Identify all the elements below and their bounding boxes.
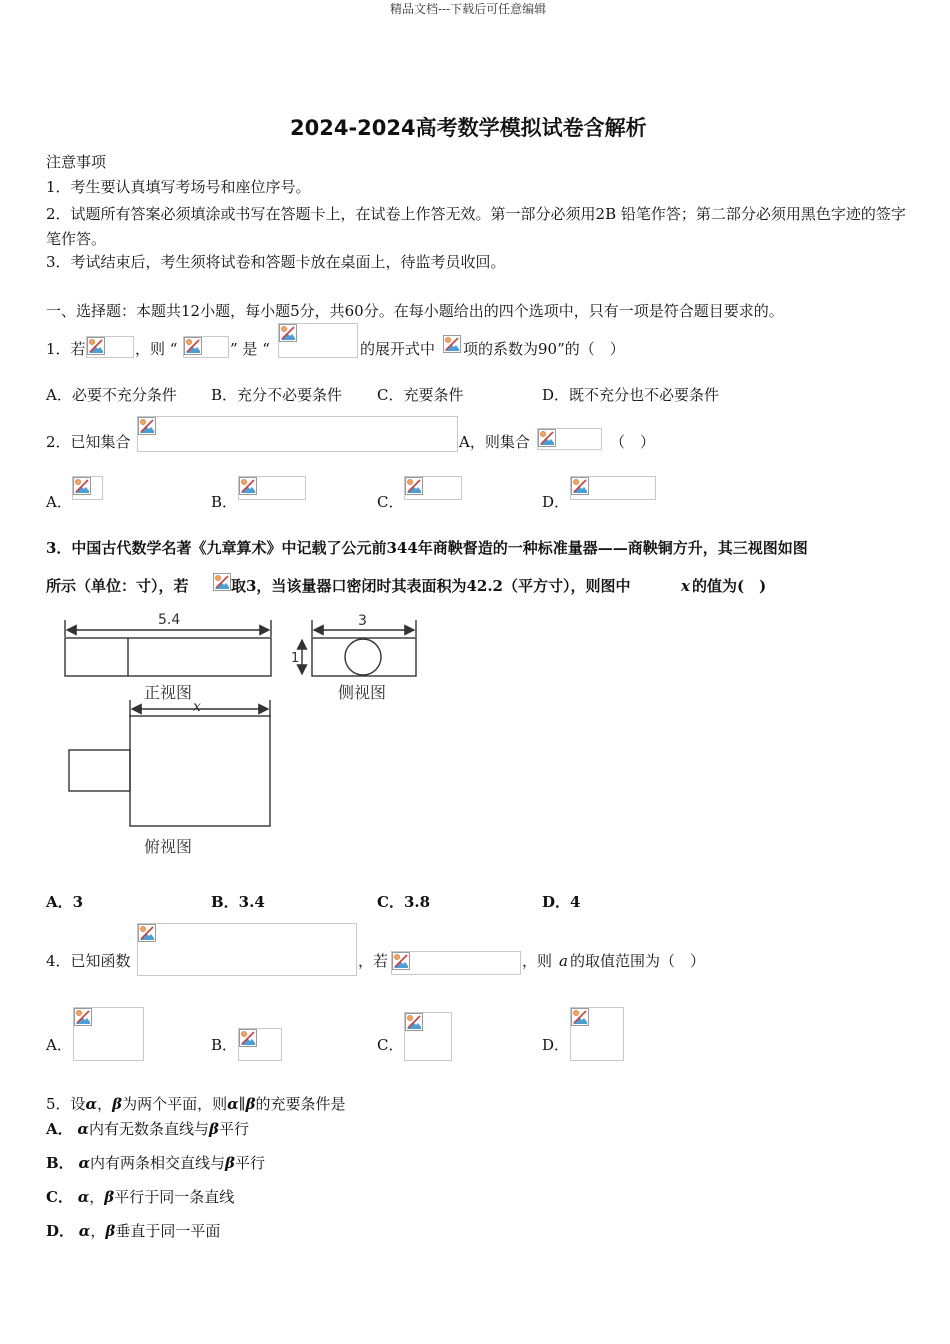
- broken-image-icon: [279, 324, 297, 342]
- q2-formula-image-2: [537, 428, 602, 450]
- q5-stem-part-1: 5．设: [46, 1095, 86, 1113]
- q4-text-2: ，若: [358, 952, 389, 970]
- q5-option-a-text-2: 平行: [218, 1120, 249, 1138]
- three-view-diagram: [40, 605, 440, 865]
- beta-symbol: β: [112, 1095, 123, 1113]
- broken-image-icon: [239, 1029, 257, 1047]
- broken-image-icon: [213, 573, 231, 591]
- q5-option-d-label: D．: [46, 1222, 75, 1240]
- q4-option-c-label: C．: [377, 1036, 404, 1054]
- broken-image-icon: [138, 417, 156, 435]
- q5-option-a: [46, 1119, 249, 1139]
- q2-text-3: （ ）: [610, 433, 656, 451]
- alpha-symbol: α: [77, 1188, 90, 1206]
- q5-option-c: [46, 1187, 234, 1207]
- q4-var-a: a: [559, 952, 568, 970]
- q3-option-d: D．4: [542, 893, 581, 911]
- beta-symbol: β: [104, 1188, 115, 1206]
- alpha-symbol: α: [77, 1120, 89, 1138]
- dim-front-label: 5.4: [158, 612, 181, 628]
- notice-item-2: 2．试题所有答案必须填涂或书写在答题卡上，在试卷上作答无效。第一部分必须用2B 铅笔作答；第二部分必须用黑色字迹的签字笔作答。: [46, 205, 906, 248]
- q2-option-d-label: D．: [542, 493, 570, 511]
- q2-text-2: A，则集合: [459, 433, 530, 451]
- beta-symbol: β: [225, 1154, 235, 1172]
- q1-option-b: B．充分不必要条件: [211, 386, 343, 404]
- q3-line-2b: 取3，当该量器口密闭时其表面积为42.2（平方寸），则图中: [231, 577, 631, 595]
- q4-formula-image-1: [137, 923, 357, 976]
- alpha-symbol: α: [78, 1154, 91, 1172]
- q5-option-b-text-1: 内有两条相交直线与: [90, 1154, 226, 1172]
- page-title: 2024-2024高考数学模拟试卷含解析: [290, 116, 647, 140]
- q2-option-b-label: B．: [211, 493, 238, 511]
- beta-symbol: β: [208, 1120, 219, 1138]
- q1-text-2: ，则 “: [135, 340, 178, 358]
- q2-option-b-image: [238, 476, 306, 500]
- q2-formula-image-1: [137, 416, 458, 452]
- q4-text-3: ，则: [522, 952, 553, 970]
- dim-side-label: 3: [358, 613, 367, 629]
- q1-formula-image-4: [443, 335, 463, 355]
- alpha-symbol: α: [227, 1095, 239, 1113]
- q5-option-c-text: 平行于同一条直线: [114, 1188, 235, 1206]
- q1-formula-image-1: [86, 336, 134, 358]
- q4-option-a-image: [73, 1007, 144, 1061]
- q5-option-d: [46, 1221, 220, 1241]
- q4-option-c-image: [404, 1012, 452, 1061]
- front-view-label: 正视图: [144, 683, 193, 702]
- notice-item-1: 1．考生要认真填写考场号和座位序号。: [46, 178, 311, 196]
- section-heading: 一、选择题：本题共12小题，每小题5分，共60分。在每小题给出的四个选项中，只有一项是符合题目要求的。: [46, 302, 784, 320]
- broken-image-icon: [87, 337, 105, 355]
- broken-image-icon: [405, 477, 423, 495]
- side-view-rect: [312, 638, 416, 676]
- notice-item-3: 3．考试结束后，考生须将试卷和答题卡放在桌面上，待监考员收回。: [46, 253, 506, 271]
- broken-image-icon: [184, 337, 202, 355]
- q2-text-1: 2．已知集合: [46, 433, 131, 451]
- q1-text-5: 项的系数为90”的（ ）: [463, 340, 625, 358]
- broken-image-icon: [392, 952, 410, 970]
- q5-comma: ，: [90, 1222, 106, 1240]
- q2-option-a-label: A．: [46, 493, 72, 511]
- broken-image-icon: [73, 477, 91, 495]
- q5-stem-part-2: 为两个平面，则: [122, 1095, 228, 1113]
- q5-option-a-label: A．: [46, 1120, 73, 1138]
- q5-option-b-label: B．: [46, 1154, 74, 1172]
- q1-option-d: D．既不充分也不必要条件: [542, 386, 720, 404]
- q2-option-a-image: [72, 476, 103, 500]
- q2-option-c-label: C．: [377, 493, 404, 511]
- q1-text-1: 1．若: [46, 340, 86, 358]
- q5-comma: ，: [89, 1188, 105, 1206]
- dim-top-label: x: [193, 699, 201, 715]
- q4-formula-image-2: [391, 951, 521, 975]
- broken-image-icon: [74, 1008, 92, 1026]
- alpha-symbol: α: [78, 1222, 91, 1240]
- q4-option-a-label: A．: [46, 1036, 72, 1054]
- q3-line-2c: 的值为( ): [692, 577, 767, 595]
- q5-option-a-text-1: 内有无数条直线与: [88, 1120, 209, 1138]
- q1-text-4: 的展开式中: [360, 340, 436, 358]
- q3-option-c: C．3.8: [377, 893, 431, 911]
- broken-image-icon: [571, 477, 589, 495]
- top-view-label: 俯视图: [144, 837, 193, 856]
- broken-image-icon: [405, 1013, 423, 1031]
- parallel-symbol: ∥: [238, 1095, 246, 1113]
- q4-option-d-image: [570, 1007, 624, 1061]
- broken-image-icon: [571, 1008, 589, 1026]
- q1-formula-image-2: [183, 336, 229, 358]
- q3-option-b: B．3.4: [211, 893, 265, 911]
- q5-stem-part-3: 的充要条件是: [255, 1095, 346, 1113]
- q2-option-d-image: [570, 476, 656, 500]
- broken-image-icon: [443, 335, 461, 353]
- front-view-rect: [65, 638, 271, 676]
- beta-symbol: β: [245, 1095, 256, 1113]
- broken-image-icon: [138, 924, 156, 942]
- q5-comma: ，: [97, 1095, 113, 1113]
- q1-formula-image-3: [278, 323, 358, 358]
- q3-var-x: x: [681, 577, 690, 595]
- q3-option-a: A．3: [46, 893, 84, 911]
- side-view-label: 侧视图: [338, 683, 387, 702]
- alpha-symbol: α: [85, 1095, 98, 1113]
- q4-text-4: 的取值范围为（ ）: [570, 952, 706, 970]
- notice-heading: 注意事项: [46, 153, 107, 171]
- q4-text-1: 4．已知函数: [46, 952, 131, 970]
- q4-option-b-image: [238, 1028, 282, 1061]
- side-view-circle: [345, 639, 381, 675]
- top-view-handle: [69, 750, 130, 791]
- q1-option-c: C．充要条件: [377, 386, 464, 404]
- q5-stem: [46, 1094, 346, 1114]
- q1-text-3: ” 是 “: [230, 340, 270, 358]
- top-view-rect: [130, 716, 270, 826]
- q4-option-b-label: B．: [211, 1036, 238, 1054]
- q3-line-1: 3．中国古代数学名著《九章算术》中记载了公元前344年商鞅督造的一种标准量器——商鞅铜方升，其三视图如图: [46, 539, 808, 557]
- dim-height-label: 1: [291, 651, 300, 666]
- q4-option-d-label: D．: [542, 1036, 570, 1054]
- broken-image-icon: [538, 429, 556, 447]
- q1-option-a: A．必要不充分条件: [46, 386, 177, 404]
- q5-option-b-text-2: 平行: [235, 1154, 266, 1172]
- header-watermark: 精品文档---下载后可任意编辑: [390, 2, 547, 16]
- q3-line-2a: 所示（单位：寸），若: [46, 577, 189, 595]
- q5-option-d-text: 垂直于同一平面: [115, 1222, 221, 1240]
- q5-option-c-label: C．: [46, 1188, 73, 1206]
- q3-formula-image: [213, 573, 231, 591]
- beta-symbol: β: [105, 1222, 116, 1240]
- broken-image-icon: [239, 477, 257, 495]
- q2-option-c-image: [404, 476, 462, 500]
- q5-option-b: [46, 1153, 265, 1173]
